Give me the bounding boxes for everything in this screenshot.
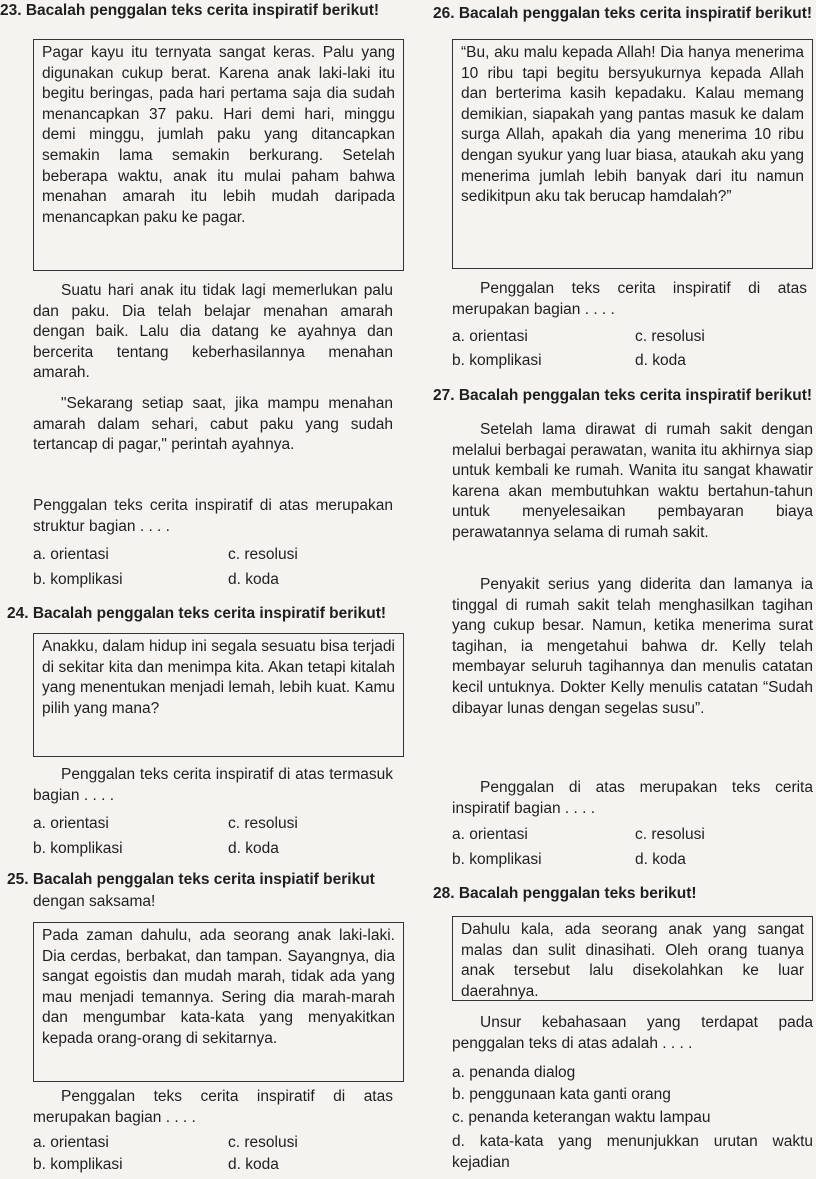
question-25-heading-line2: dengan saksama! [33, 893, 156, 910]
question-23-option-c[interactable]: c. resolusi [228, 546, 298, 563]
question-25-option-d[interactable]: d. koda [228, 1156, 279, 1173]
question-27-passage-p2: Penyakit serius yang diderita dan lamanya ia tinggal di rumah sakit telah menghasilkan tagihan yang cukup besar. Namun, ketika menerima surat tagihan, ia mengetahui bahwa dr. Kelly telah membayar seluruh tagihannya dan menulis catatan kecil untuknya. Dokter Kelly menulis catatan “Sudah dibayar lunas dengan segelas susu”. [452, 576, 813, 717]
question-25-heading-line1: 25. Bacalah penggalan teks cerita inspiatif berikut [7, 871, 375, 888]
question-23-passage-p1: Pagar kayu itu ternyata sangat keras. Palu yang digunakan cukup berat. Karena anak laki-laki itu begitu beringas, pada hari pertama saja dia sudah menancapkan 37 paku. Hari demi hari, minggu demi minggu, jumlah paku yang ditancapkan semakin lama semakin berkurang. Setelah beberapa waktu, anak itu mulai paham bahwa menahan amarah itu lebih mudah daripada menancapkan paku ke pagar. [42, 44, 395, 226]
question-23-passage-p2: Suatu hari anak itu tidak lagi memerlukan palu dan paku. Dia telah belajar menahan amarah dengan baik. Lalu dia datang ke ayahnya dan bercerita tentang keberhasilannya menahan amarah. [33, 282, 393, 382]
question-26-option-c[interactable]: c. resolusi [635, 328, 705, 345]
question-27-option-d[interactable]: d. koda [635, 851, 686, 868]
question-28-option-b[interactable]: b. penggunaan kata ganti orang [452, 1086, 671, 1103]
question-28-option-c[interactable]: c. penanda keterangan waktu lampau [452, 1109, 711, 1126]
question-26-option-a[interactable]: a. orientasi [452, 328, 528, 345]
question-24-heading: 24. Bacalah penggalan teks cerita inspiratif berikut! [7, 605, 387, 622]
question-26-prompt: Penggalan teks cerita inspiratif di atas merupakan bagian . . . . [452, 280, 807, 318]
question-23-option-b[interactable]: b. komplikasi [33, 571, 123, 588]
question-24-passage-box [33, 633, 404, 757]
question-27-prompt: Penggalan di atas merupakan teks cerita inspiratif bagian . . . . [452, 779, 813, 817]
question-26-option-d[interactable]: d. koda [635, 352, 686, 369]
question-24-option-c[interactable]: c. resolusi [228, 815, 298, 832]
question-28-prompt: Unsur kebahasaan yang terdapat pada penggalan teks di atas adalah . . . . [452, 1014, 813, 1052]
question-28-option-d[interactable]: d. kata-kata yang menunjukkan urutan waktu kejadian [452, 1133, 813, 1171]
question-28-passage: Dahulu kala, ada seorang anak yang sangat malas dan sulit dinasihati. Oleh orang tuanya anak tersebut lalu disekolahkan ke luar daerahnya. [461, 921, 804, 1000]
question-23-option-d[interactable]: d. koda [228, 571, 279, 588]
question-26-passage: “Bu, aku malu kepada Allah! Dia hanya menerima 10 ribu tapi begitu bersyukurnya kepada Allah dan berterima kasih kepadaku. Kalau memang demikian, siapakah yang pantas masuk ke dalam surga Allah, apakah dia yang menerima 10 ribu dengan syukur yang luar biasa, ataukah aku yang menerima jumlah lebih banyak dari itu namun sedikitpun aku tak berucap hamdalah?” [461, 44, 804, 206]
question-27-option-a[interactable]: a. orientasi [452, 826, 528, 843]
question-26-option-b[interactable]: b. komplikasi [452, 352, 542, 369]
question-23-option-a[interactable]: a. orientasi [33, 546, 109, 563]
question-23-prompt: Penggalan teks cerita inspiratif di atas merupakan struktur bagian . . . . [33, 497, 393, 535]
question-25-option-c[interactable]: c. resolusi [228, 1134, 298, 1151]
question-28-passage-box [452, 916, 813, 1001]
question-27-passage-p1: Setelah lama dirawat di rumah sakit dengan melalui berbagai perawatan, wanita itu akhirnya siap untuk kembali ke rumah. Wanita itu sangat khawatir karena akan membutuhkan waktu bertahun-tahun untuk menyelesaikan pembayaran biaya perawatannya selama di rumah sakit. [452, 421, 813, 541]
question-27-option-c[interactable]: c. resolusi [635, 826, 705, 843]
question-24-option-a[interactable]: a. orientasi [33, 815, 109, 832]
question-28-option-a[interactable]: a. penanda dialog [452, 1064, 576, 1081]
question-24-option-d[interactable]: d. koda [228, 840, 279, 857]
question-23-heading: 23. Bacalah penggalan teks cerita inspiratif berikut! [0, 2, 380, 19]
question-25-passage-box [33, 922, 404, 1082]
question-26-passage-box [452, 39, 813, 269]
question-24-option-b[interactable]: b. komplikasi [33, 840, 123, 857]
question-25-passage: Pada zaman dahulu, ada seorang anak laki-laki. Dia cerdas, berbakat, dan tampan. Sayangnya, dia sangat egoistis dan mudah marah, tidak ada yang mau menjadi temannya. Sering dia marah-marah dan mengumbar kata-kata yang menyakitkan kepada orang-orang di sekitarnya. [42, 927, 395, 1047]
question-25-option-a[interactable]: a. orientasi [33, 1134, 109, 1151]
question-27-heading: 27. Bacalah penggalan teks cerita inspiratif berikut! [433, 387, 813, 404]
question-23-passage-box [33, 39, 404, 271]
question-23-passage-p3: "Sekarang setiap saat, jika mampu menahan amarah dalam sehari, cabut paku yang sudah tertancap di pagar," perintah ayahnya. [33, 395, 393, 454]
question-25-prompt: Penggalan teks cerita inspiratif di atas merupakan bagian . . . . [33, 1088, 393, 1126]
question-24-passage: Anakku, dalam hidup ini segala sesuatu bisa terjadi di sekitar kita dan menimpa kita. Akan tetapi kitalah yang menentukan menjadi lemah, lebih kuat. Kamu pilih yang mana? [42, 638, 395, 717]
question-27-option-b[interactable]: b. komplikasi [452, 851, 542, 868]
question-28-heading: 28. Bacalah penggalan teks berikut! [433, 885, 697, 902]
question-26-heading: 26. Bacalah penggalan teks cerita inspiratif berikut! [433, 5, 813, 22]
question-25-option-b[interactable]: b. komplikasi [33, 1156, 123, 1173]
question-24-prompt: Penggalan teks cerita inspiratif di atas termasuk bagian . . . . [33, 766, 393, 804]
